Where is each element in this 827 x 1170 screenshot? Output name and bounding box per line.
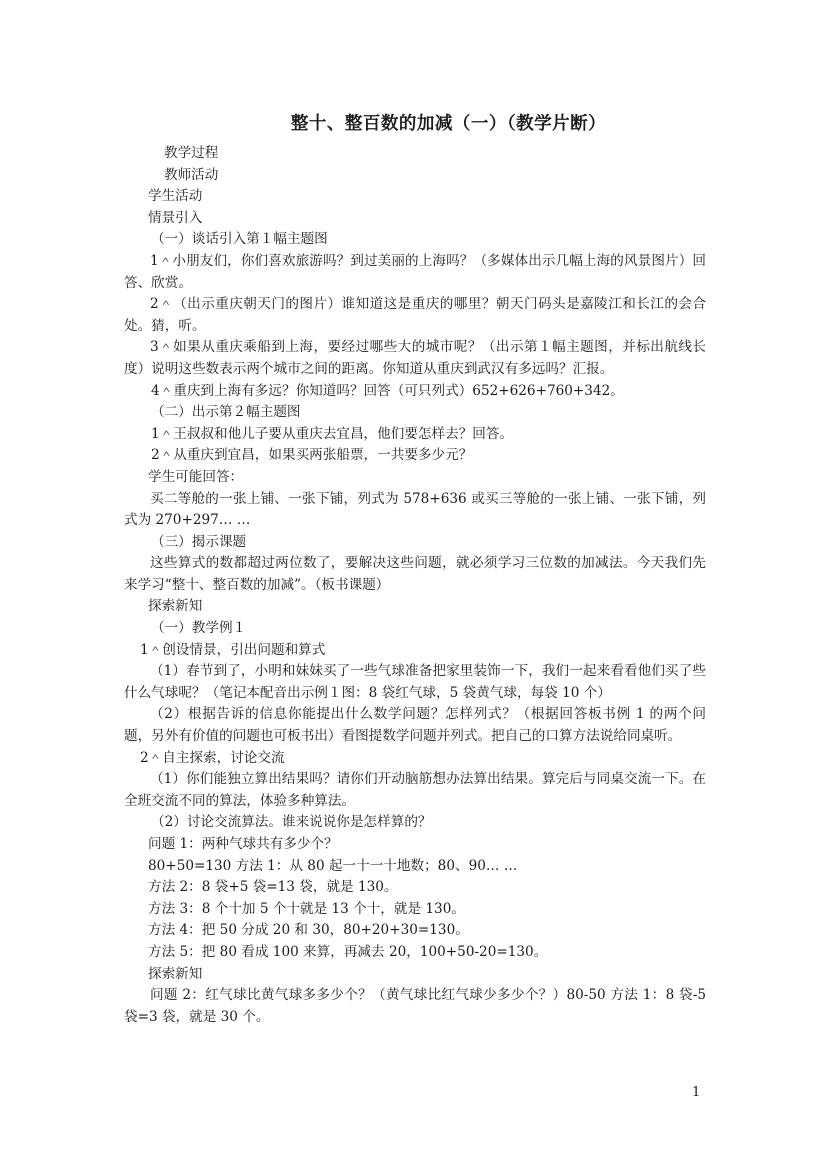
paragraph-4: 4＾重庆到上海有多远？你知道吗？回答（可只列式）652+626+760+342。 [151,382,624,399]
line-possible-answer: 学生可能回答： [148,468,244,485]
paragraph-topic: 这些算式的数都超过两位数了，要解决这些问题，就必须学习三位数的加减法。今天我们先来学习“整十、整百数的加减”。（板书课题） [124,555,706,593]
line-teaching-process: 教学过程 [164,145,219,161]
paragraph-independent-calc: （1）你们能独立算出结果吗？请你们开动脑筋想办法算出结果。算完后与同桌交流一下。在全班交流不同的算法，体验多种算法。 [124,771,706,809]
line-student-activity: 学生活动 [148,188,203,205]
line-method-3: 方法 3：8 个十加 5 个十就是 13 个十，就是 130。 [148,900,465,917]
document-title: 整十、整百数的加减（一）（教学片断） [290,114,607,134]
document-body [124,143,706,1028]
line-create-scene: 1＾创设情景，引出问题和算式 [140,641,326,658]
line-discuss-methods: （2）讨论交流算法。谁来说说你是怎样算的？ [151,814,432,831]
line-method-2: 方法 2：8 袋+5 袋=13 袋，就是 130。 [148,879,398,896]
page-number: 1 [692,1085,701,1100]
line-self-explore: 2＾自主探索，讨论交流 [140,749,285,766]
line-teacher-activity: 教师活动 [164,166,219,183]
line-method-1: 80+50=130 方法 1：从 80 起一十一十地数；80、90… … [148,857,518,874]
line-method-4: 方法 4：把 50 分成 20 和 30，80+20+30=130。 [148,922,469,939]
paragraph-3: 3＾如果从重庆乘船到上海，要经过哪些大的城市呢？（出示第１幅主题图，并标出航线长度）说明这些数表示两个城市之间的距离。你知道从重庆到武汉有多远吗？汇报。 [124,339,706,377]
line-section-1-heading: （一）谈话引入第１幅主题图 [151,231,328,248]
paragraph-ticket-answer: 买二等舱的一张上铺、一张下铺，列式为 578+636 或买三等舱的一张上铺、一张下铺，列式为 270+297… … [124,490,706,529]
line-section-3-heading: （三）揭示课题 [151,533,247,550]
line-explore-new: 探索新知 [148,598,203,615]
paragraph-ask-questions: （2）根据告诉的信息你能提出什么数学问题？怎样列式？（根据回答板书例 1 的两个问题，另外有价值的问题也可板书出）看图提数学问题并列式。把自己的口算方法说给同桌听。 [124,706,706,745]
line-section-2-heading: （二）出示第２幅主题图 [151,404,301,421]
line-wang-question: 1＾王叔叔和他儿子要从重庆去宜昌，他们要怎样去？回答。 [151,425,514,442]
line-method-5: 方法 5：把 80 看成 100 来算，再减去 20，100+50-20=130。 [148,943,548,960]
line-situation-intro: 情景引入 [148,209,203,226]
paragraph-spring-festival: （1）春节到了，小明和妹妹买了一些气球准备把家里装饰一下，我们一起来看看他们买了些什么气球呢？（笔记本配音出示例１图：8 袋红气球，5 袋黄气球，每袋 10 个） [124,663,706,701]
line-question-1: 问题 1：两种气球共有多少个？ [148,836,338,852]
paragraph-2: 2＾（出示重庆朝天门的图片）谁知道这是重庆的哪里？朝天门码头是嘉陵江和长江的会合处。猜，听。 [124,296,706,334]
line-example-1-heading: （一）教学例１ [151,620,247,637]
line-explore-new-2: 探索新知 [148,965,203,982]
paragraph-1: 1＾小朋友们，你们喜欢旅游吗？到过美丽的上海吗？（多媒体出示几幅上海的风景图片）回答、欣赏。 [124,252,706,291]
line-ticket-question: 2＾从重庆到宜昌，如果买两张船票，一共要多少元？ [151,447,473,464]
paragraph-question-2: 问题 2：红气球比黄气球多多少个？（黄气球比红气球少多少个？）80-50 方法 1：8 袋-5 袋=3 袋，就是 30 个。 [124,987,706,1025]
